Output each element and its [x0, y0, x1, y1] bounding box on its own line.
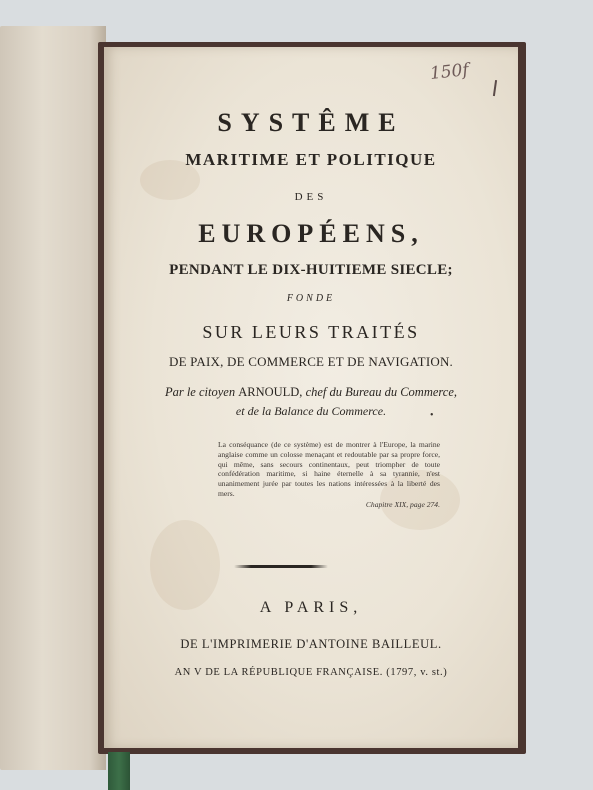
title-line-2: MARITIME ET POLITIQUE	[185, 150, 437, 169]
ribbon-bookmark	[108, 752, 130, 790]
author-line-2: et de la Balance du Commerce.	[235, 404, 387, 418]
ornamental-rule	[234, 565, 328, 568]
title-line-8: DE PAIX, DE COMMERCE ET DE NAVIGATION.	[169, 354, 453, 369]
epigraph-text: La conséquance (de ce système) est de montrer à l'Europe, la marine anglaise comme un colosse menaçant et redoutable par sa propre force, qui même, sans secours continentaux, peut triompher de toute confédération maritime, si haine éternelle à sa tyrannie, n'est unanimement jurée par toutes les nations intéressées à la liberté des mers.	[218, 440, 440, 498]
left-page	[0, 26, 106, 770]
title-line-7: SUR LEURS TRAITÉS	[202, 322, 420, 342]
epigraph-citation: Chapitre XIX, page 274.	[365, 499, 440, 509]
title-line-6: FONDE	[286, 293, 336, 304]
author-name: ARNOULD,	[238, 385, 303, 399]
author-prefix: Par le citoyen	[164, 385, 239, 399]
handwritten-note: 150f	[429, 60, 470, 84]
title-line-1: SYSTÊME	[217, 108, 405, 137]
epigraph	[218, 440, 440, 510]
title-line-4: EUROPÉENS,	[198, 219, 424, 248]
foxing-stain	[150, 520, 220, 610]
imprint-printer: DE L'IMPRIMERIE D'ANTOINE BAILLEUL.	[180, 637, 442, 651]
imprint-city: A PARIS,	[259, 599, 363, 616]
ink-speck: •	[430, 410, 434, 421]
author-line	[104, 385, 518, 400]
author-suffix: chef du Bureau du Commerce,	[302, 385, 458, 399]
title-line-3: DES	[294, 191, 328, 203]
title-line-5: PENDANT LE DIX-HUITIEME SIECLE;	[169, 262, 453, 278]
imprint-date: AN V DE LA RÉPUBLIQUE FRANÇAISE. (1797, v. st.)	[174, 667, 448, 678]
